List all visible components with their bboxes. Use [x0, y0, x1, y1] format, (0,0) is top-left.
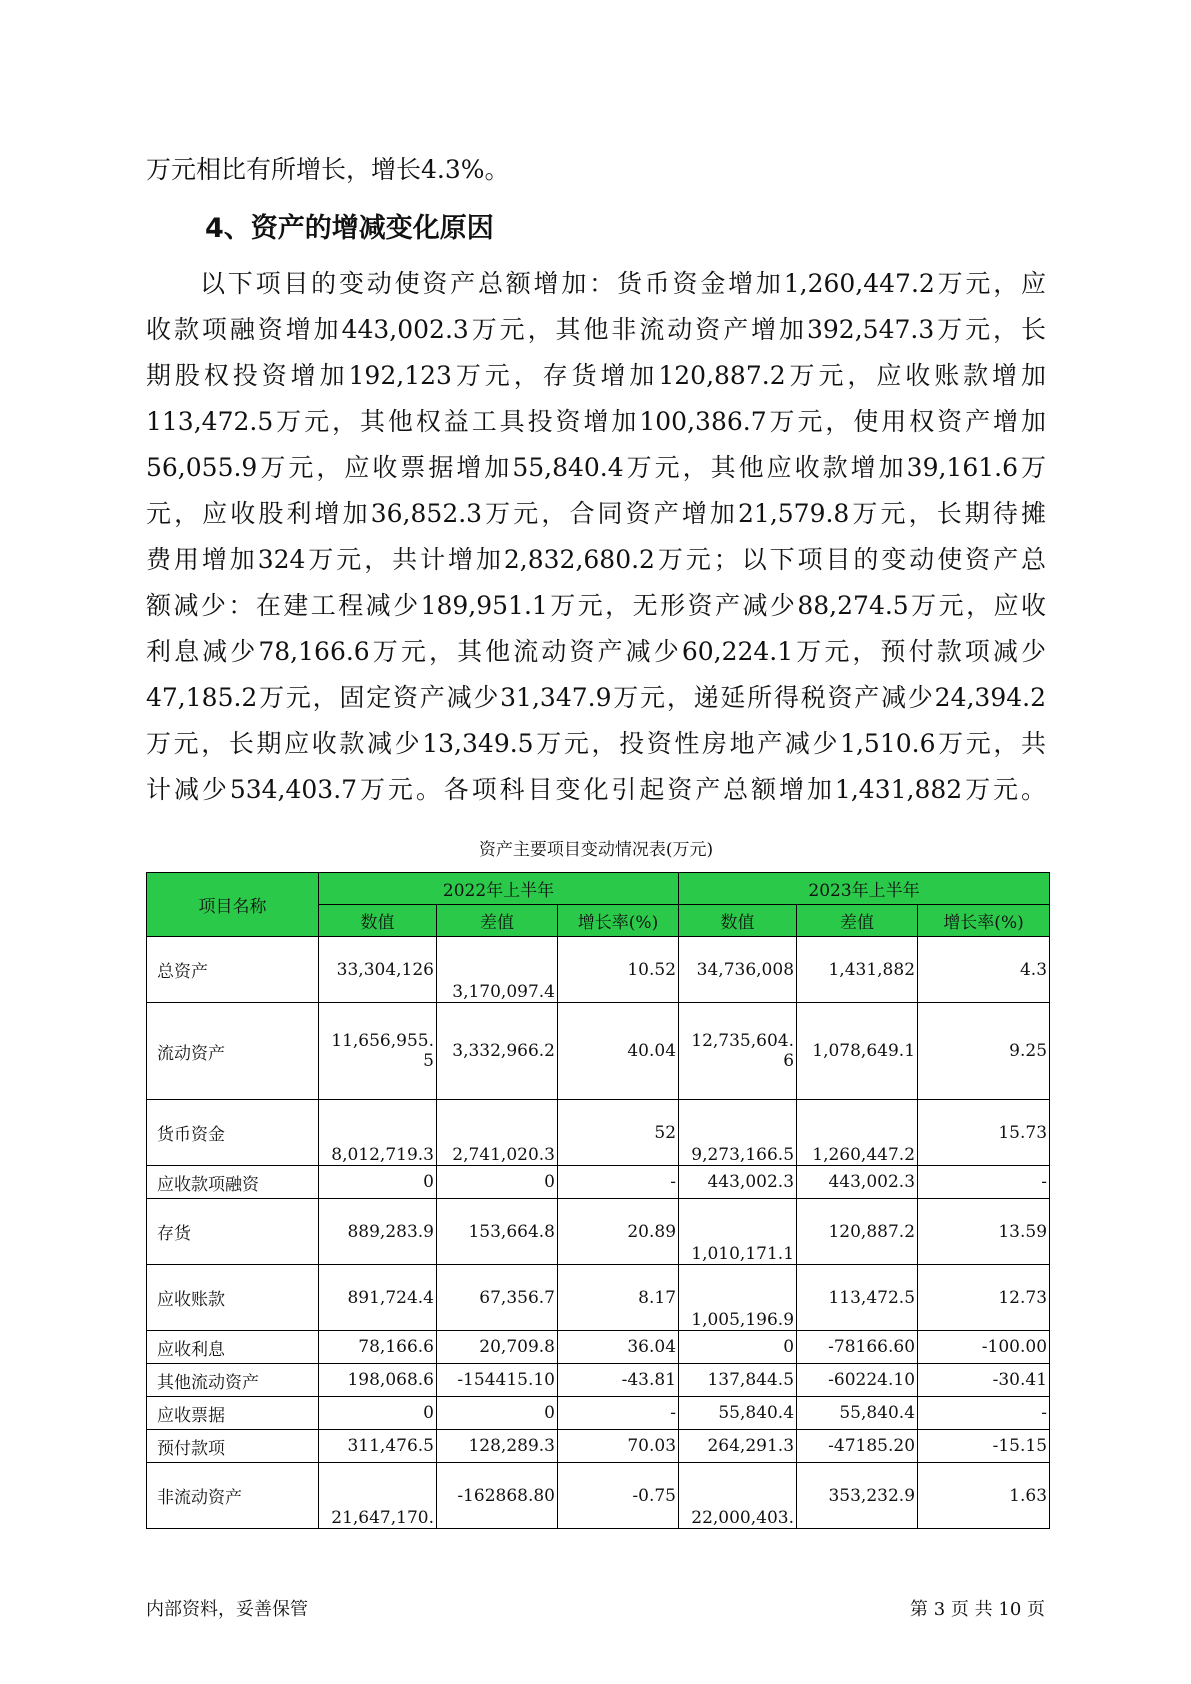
table-row: [147, 1331, 1050, 1364]
row-name: 应收款项融资: [147, 1166, 319, 1199]
row-name: 非流动资产: [147, 1463, 319, 1529]
table-row: [147, 937, 1050, 1003]
header-growth-2023: 增长率(%): [918, 905, 1050, 937]
cell-value-2022: 0: [319, 1166, 437, 1199]
cell-value-2023: 0: [679, 1331, 797, 1364]
cell-value-2022: 21,647,170.: [319, 1463, 437, 1529]
cell-value-2022: 0: [319, 1397, 437, 1430]
body-line: 47,185.2万元，固定资产减少31,347.9万元，递延所得税资产减少24,394.2: [146, 683, 1046, 712]
body-line: 计减少534,403.7万元。各项科目变化引起资产总额增加1,431,882万元。: [146, 775, 1046, 804]
header-2023: 2023年上半年: [679, 873, 1050, 905]
row-name: 总资产: [147, 937, 319, 1003]
cell-growth-2023: -100.00: [918, 1331, 1050, 1364]
header-value-2022: 数值: [319, 905, 437, 937]
cell-diff-2022: 3,170,097.4: [437, 937, 558, 1003]
body-line: 万元，长期应收款减少13,349.5万元，投资性房地产减少1,510.6万元，共: [146, 729, 1046, 758]
header-value-2023: 数值: [679, 905, 797, 937]
cell-value-2022: 198,068.6: [319, 1364, 437, 1397]
cell-growth-2022: -: [558, 1397, 679, 1430]
cell-value-2022: 311,476.5: [319, 1430, 437, 1463]
cell-value-2023: 55,840.4: [679, 1397, 797, 1430]
cell-diff-2022: 2,741,020.3: [437, 1100, 558, 1166]
intro-paragraph: [146, 148, 1046, 192]
cell-growth-2022: 40.04: [558, 1003, 679, 1100]
cell-growth-2022: 20.89: [558, 1199, 679, 1265]
cell-diff-2023: -78166.60: [797, 1331, 918, 1364]
cell-growth-2022: 10.52: [558, 937, 679, 1003]
body-line: 元，应收股利增加36,852.3万元，合同资产增加21,579.8万元，长期待摊: [146, 499, 1046, 528]
section-heading: 4、资产的增减变化原因: [205, 213, 494, 244]
asset-change-table: [146, 872, 1050, 1529]
body-line: 收款项融资增加443,002.3万元，其他非流动资产增加392,547.3万元，长: [146, 315, 1046, 344]
row-name: 其他流动资产: [147, 1364, 319, 1397]
row-name: 应收利息: [147, 1331, 319, 1364]
header-item-name: 项目名称: [147, 873, 319, 937]
cell-diff-2023: -60224.10: [797, 1364, 918, 1397]
cell-diff-2023: 1,078,649.1: [797, 1003, 918, 1100]
cell-diff-2022: 0: [437, 1166, 558, 1199]
table-row: [147, 1364, 1050, 1397]
cell-growth-2022: -0.75: [558, 1463, 679, 1529]
cell-value-2022: 889,283.9: [319, 1199, 437, 1265]
body-line: 113,472.5万元，其他权益工具投资增加100,386.7万元，使用权资产增加: [146, 407, 1046, 436]
cell-growth-2023: 13.59: [918, 1199, 1050, 1265]
table-title: 资产主要项目变动情况表(万元): [478, 840, 714, 860]
cell-diff-2023: 1,431,882: [797, 937, 918, 1003]
cell-growth-2023: -: [918, 1166, 1050, 1199]
cell-diff-2023: 113,472.5: [797, 1265, 918, 1331]
cell-growth-2022: 70.03: [558, 1430, 679, 1463]
row-name: 存货: [147, 1199, 319, 1265]
cell-growth-2023: -: [918, 1397, 1050, 1430]
body-line: 56,055.9万元，应收票据增加55,840.4万元，其他应收款增加39,161.6万: [146, 453, 1046, 482]
cell-value-2023: 1,010,171.1: [679, 1199, 797, 1265]
cell-value-2022: 33,304,126: [319, 937, 437, 1003]
table-row: [147, 1199, 1050, 1265]
cell-growth-2023: 1.63: [918, 1463, 1050, 1529]
cell-diff-2022: -154415.10: [437, 1364, 558, 1397]
row-name: 流动资产: [147, 1003, 319, 1100]
footer-confidential-note: 内部资料，妥善保管: [146, 1599, 308, 1620]
cell-value-2023: 22,000,403.: [679, 1463, 797, 1529]
table-row: [147, 1430, 1050, 1463]
cell-diff-2023: 120,887.2: [797, 1199, 918, 1265]
cell-diff-2022: 153,664.8: [437, 1199, 558, 1265]
header-diff-2023: 差值: [797, 905, 918, 937]
cell-value-2023: 137,844.5: [679, 1364, 797, 1397]
table-row: [147, 1166, 1050, 1199]
body-paragraph: [146, 261, 1046, 813]
cell-value-2023: 1,005,196.9: [679, 1265, 797, 1331]
cell-value-2022: 8,012,719.3: [319, 1100, 437, 1166]
cell-value-2022: 78,166.6: [319, 1331, 437, 1364]
body-line: 费用增加324万元，共计增加2,832,680.2万元；以下项目的变动使资产总: [146, 545, 1046, 574]
cell-value-2022: 11,656,955.5: [319, 1003, 437, 1100]
header-growth-2022: 增长率(%): [558, 905, 679, 937]
body-line: 利息减少78,166.6万元，其他流动资产减少60,224.1万元，预付款项减少: [146, 637, 1046, 666]
header-2022: 2022年上半年: [319, 873, 679, 905]
row-name: 应收票据: [147, 1397, 319, 1430]
table-row: [147, 1100, 1050, 1166]
cell-value-2023: 443,002.3: [679, 1166, 797, 1199]
cell-diff-2023: -47185.20: [797, 1430, 918, 1463]
intro-line: 万元相比有所增长，增长4.3%。: [146, 155, 510, 184]
cell-diff-2023: 443,002.3: [797, 1166, 918, 1199]
cell-value-2023: 12,735,604.6: [679, 1003, 797, 1100]
row-name: 货币资金: [147, 1100, 319, 1166]
cell-diff-2022: 67,356.7: [437, 1265, 558, 1331]
cell-growth-2022: -43.81: [558, 1364, 679, 1397]
cell-diff-2022: 0: [437, 1397, 558, 1430]
cell-diff-2022: 128,289.3: [437, 1430, 558, 1463]
row-name: 预付款项: [147, 1430, 319, 1463]
row-name: 应收账款: [147, 1265, 319, 1331]
body-line: 以下项目的变动使资产总额增加：货币资金增加1,260,447.2万元，应: [200, 269, 1046, 298]
cell-value-2023: 264,291.3: [679, 1430, 797, 1463]
cell-diff-2022: 3,332,966.2: [437, 1003, 558, 1100]
cell-growth-2022: 52: [558, 1100, 679, 1166]
cell-growth-2023: 12.73: [918, 1265, 1050, 1331]
cell-diff-2023: 1,260,447.2: [797, 1100, 918, 1166]
body-line: 额减少：在建工程减少189,951.1万元，无形资产减少88,274.5万元，应收: [146, 591, 1046, 620]
cell-diff-2023: 55,840.4: [797, 1397, 918, 1430]
cell-growth-2022: 36.04: [558, 1331, 679, 1364]
cell-growth-2023: 9.25: [918, 1003, 1050, 1100]
header-diff-2022: 差值: [437, 905, 558, 937]
table-row: [147, 1003, 1050, 1100]
cell-value-2022: 891,724.4: [319, 1265, 437, 1331]
cell-growth-2022: 8.17: [558, 1265, 679, 1331]
cell-diff-2022: -162868.80: [437, 1463, 558, 1529]
cell-growth-2023: -30.41: [918, 1364, 1050, 1397]
body-line: 期股权投资增加192,123万元，存货增加120,887.2万元，应收账款增加: [146, 361, 1046, 390]
cell-growth-2022: -: [558, 1166, 679, 1199]
cell-value-2023: 34,736,008: [679, 937, 797, 1003]
cell-diff-2022: 20,709.8: [437, 1331, 558, 1364]
cell-diff-2023: 353,232.9: [797, 1463, 918, 1529]
cell-growth-2023: 15.73: [918, 1100, 1050, 1166]
table-row: [147, 1265, 1050, 1331]
footer-page-number: 第 3 页 共 10 页: [910, 1599, 1045, 1620]
cell-growth-2023: 4.3: [918, 937, 1050, 1003]
table-row: [147, 1463, 1050, 1529]
table-row: [147, 1397, 1050, 1430]
cell-growth-2023: -15.15: [918, 1430, 1050, 1463]
cell-value-2023: 9,273,166.5: [679, 1100, 797, 1166]
